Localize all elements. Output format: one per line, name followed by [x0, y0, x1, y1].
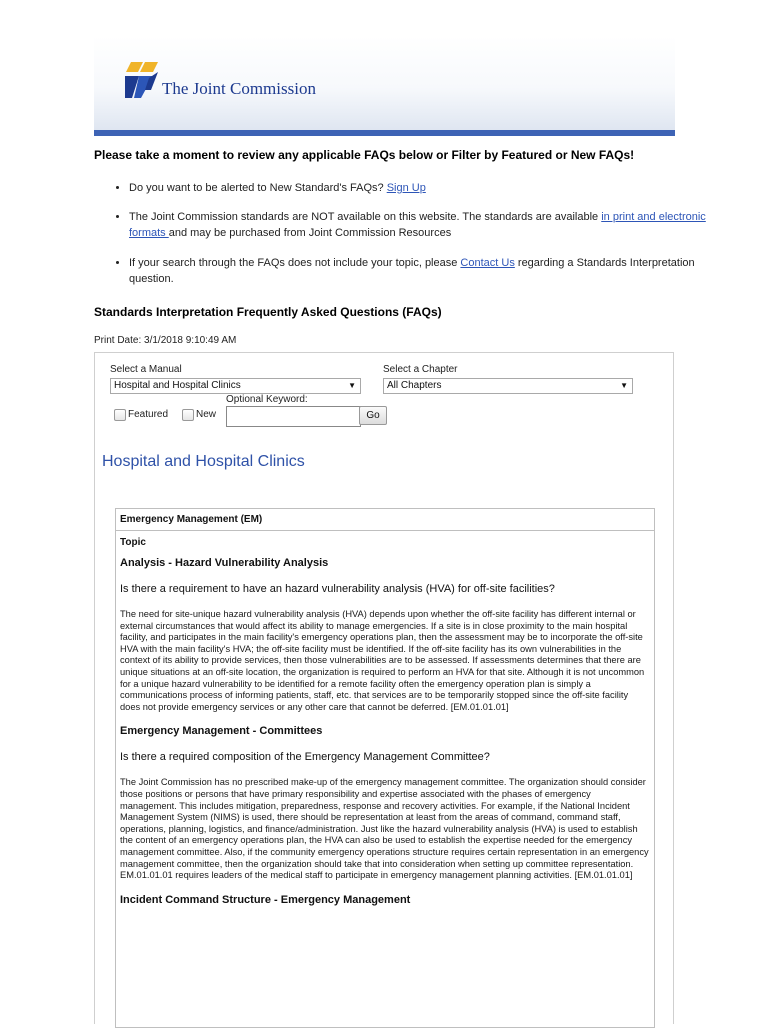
go-button[interactable]: Go [359, 406, 387, 425]
standards-text-after: and may be purchased from Joint Commission Resources [168, 227, 452, 239]
featured-checkbox[interactable] [114, 409, 126, 421]
standards-text: The Joint Commission standards are NOT available on this website. The standards are available [129, 211, 602, 223]
manual-select-value: Hospital and Hospital Clinics [114, 380, 241, 391]
notes-list [94, 180, 709, 300]
manual-title: Hospital and Hospital Clinics [102, 453, 305, 470]
faq-topic: Incident Command Structure - Emergency Management [120, 893, 411, 906]
intro-heading: Please take a moment to review any applicable FAQs below or Filter by Featured or New FAQs! [94, 148, 635, 162]
logo-text: The Joint Commission [162, 79, 316, 98]
chapter-select-value: All Chapters [387, 380, 442, 391]
faq-table [115, 508, 655, 1028]
contact-us-link[interactable]: Contact Us [460, 257, 515, 269]
keyword-input[interactable] [226, 406, 361, 427]
list-item [129, 209, 709, 241]
keyword-label: Optional Keyword: [226, 394, 308, 405]
list-item [129, 255, 709, 287]
alert-text: Do you want to be alerted to New Standard's FAQs? [129, 182, 387, 194]
faq-list [116, 537, 654, 906]
faq-question: Is there a required composition of the Emergency Management Committee? [120, 751, 490, 764]
print-formats-link[interactable]: in print and electronic formats [129, 211, 706, 239]
faq-topic: Analysis - Hazard Vulnerability Analysis [120, 557, 329, 569]
topic-column-label: Topic [120, 537, 146, 548]
site-header [94, 36, 675, 136]
faq-question: Is there a requirement to have an hazard vulnerability analysis (HVA) for off-site facilities? [120, 583, 555, 595]
faq-answer: The Joint Commission has no prescribed make-up of the emergency management committee. The organization should consider those positions or persons that have primary responsibility and expertise associated with the phases of emergency management. This includes mitigation, preparedness, response and recovery activities. For example, if the National Incident Management System (NIMS) is used, there should be representation at least from the areas of command, command staff, operations, planning, logistics, and finance/administration. Just like the hazard vulnerability analysis (HVA) is used to establish the content of an emergency operations plan, the HVA can also be used to establish the expertise needed for the emergency management committee. Also, if the community emergency operations structure requires certain representation in an emergency management committee, then the organization should take that into consideration when setting up committee representation. EM.01.01.01 requires leaders of the medical staff to participate in emergency management planning activities. [EM.01.01.01] [120, 777, 649, 881]
search-text: If your search through the FAQs does not include your topic, please [129, 257, 461, 269]
logo-mark-icon [125, 62, 159, 100]
joint-commission-logo[interactable] [125, 62, 325, 102]
manual-label: Select a Manual [110, 364, 182, 375]
manual-select[interactable] [110, 378, 361, 394]
chapter-heading: Emergency Management (EM) [116, 509, 654, 531]
list-item [129, 180, 709, 196]
faq-answer: The need for site-unique hazard vulnerability analysis (HVA) depends upon whether the off-site facility has different internal or external circumstances that would affect its ability to manage emergencies. If a site is in close proximity to the main hospital facility, and participates in the main facility's emergency operations plan, then the assessment may be to incorporate the off-site HVA with the main facility's HVA; the off-site facility must be identified. If the off-site facility has its own vulnerabilities in the context of its ability to provide services, then those vulnerabilities are to be assessed. If assessments determines that there are unique situations at an off-site location, the organization is required to perform an HVA for that site. Although it is not uncommon for a unique hazard vulnerability to be identified for a remote facility often the emergency operation plan is simply a communications process of informing patients, staff, etc. that services are to be temporarily stopped since the off-site facility does not provide emergency services or any other care that cannot be deferred. [EM.01.01.01] [120, 609, 645, 712]
chapter-select[interactable] [383, 378, 633, 394]
search-text-after: regarding a Standards Interpretation question. [129, 257, 695, 285]
print-date: Print Date: 3/1/2018 9:10:49 AM [94, 335, 237, 346]
faq-panel [94, 352, 674, 1024]
new-label: New [196, 409, 217, 420]
dropdown-arrow-icon: ▼ [348, 381, 356, 390]
faq-topic: Emergency Management - Committees [120, 725, 323, 738]
faq-section-title: Standards Interpretation Frequently Asked Questions (FAQs) [94, 305, 442, 319]
chapter-label: Select a Chapter [383, 364, 458, 375]
sign-up-link[interactable]: Sign Up [386, 182, 426, 194]
featured-label: Featured [128, 409, 169, 420]
dropdown-arrow-icon: ▼ [620, 381, 628, 390]
new-checkbox[interactable] [182, 409, 194, 421]
